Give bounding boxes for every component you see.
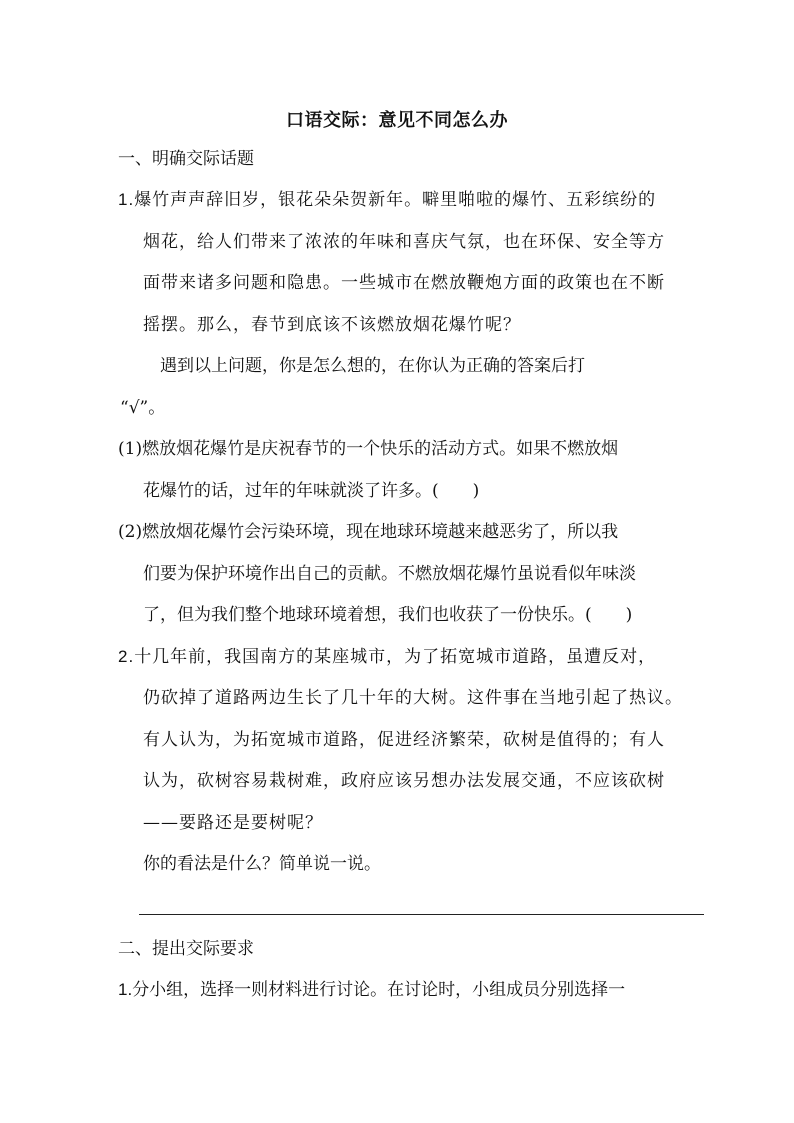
section-2-question-1-line-1 bbox=[118, 978, 625, 1002]
option-1-line-2: 花爆竹的话，过年的年味就淡了许多。( ) bbox=[143, 481, 480, 501]
question-text: 分小组，选择一则材料进行讨论。在讨论时，小组成员分别选择一 bbox=[132, 980, 626, 1000]
question-2-line-1 bbox=[118, 645, 656, 669]
option-1-line-1 bbox=[118, 437, 618, 461]
section-heading-2: 二、提出交际要求 bbox=[118, 939, 254, 959]
question-2-line-4: 认为，砍树容易栽树难，政府应该另想办法发展交通，不应该砍树 bbox=[143, 771, 665, 791]
question-1-line-1 bbox=[118, 188, 656, 212]
option-2-line-2: 们要为保护环境作出自己的贡献。不燃放烟花爆竹虽说看似年味淡 bbox=[143, 564, 636, 584]
question-text: 爆竹声声辞旧岁，银花朵朵贺新年。噼里啪啦的爆竹、五彩缤纷的 bbox=[134, 190, 657, 210]
question-2-line-3: 有人认为，为拓宽城市道路，促进经济繁荣，砍树是值得的；有人 bbox=[143, 730, 665, 750]
question-text: 十几年前，我国南方的某座城市，为了拓宽城市道路，虽遭反对， bbox=[134, 647, 657, 667]
section-heading-1: 一、明确交际话题 bbox=[118, 149, 254, 169]
option-label: (1) bbox=[118, 439, 143, 459]
page-title: 口语交际：意见不同怎么办 bbox=[286, 110, 508, 131]
question-2-line-5: ——要路还是要树呢？ bbox=[143, 813, 323, 833]
question-1-line-3: 面带来诸多问题和隐患。一些城市在燃放鞭炮方面的政策也在不断 bbox=[143, 273, 665, 293]
question-2-prompt: 你的看法是什么？简单说一说。 bbox=[143, 854, 381, 874]
question-1-line-2: 烟花，给人们带来了浓浓的年味和喜庆气氛，也在环保、安全等方 bbox=[143, 232, 665, 252]
option-text: 燃放烟花爆竹是庆祝春节的一个快乐的活动方式。如果不燃放烟 bbox=[142, 439, 619, 459]
option-label: (2) bbox=[118, 522, 143, 542]
question-number: 2. bbox=[118, 647, 135, 666]
option-2-line-1 bbox=[118, 520, 618, 544]
instruction-line-2: “√”。 bbox=[120, 398, 166, 418]
option-text: 燃放烟花爆竹会污染环境，现在地球环境越来越恶劣了，所以我 bbox=[142, 522, 619, 542]
question-number: 1. bbox=[118, 190, 135, 209]
question-1-line-4: 摇摆。那么，春节到底该不该燃放烟花爆竹呢？ bbox=[143, 315, 521, 335]
question-number: 1. bbox=[118, 980, 133, 999]
answer-line[interactable] bbox=[139, 914, 704, 915]
question-2-line-2: 仍砍掉了道路两边生长了几十年的大树。这件事在当地引起了热议。 bbox=[143, 688, 683, 708]
option-2-line-3: 了，但为我们整个地球环境着想，我们也收获了一份快乐。( ) bbox=[143, 605, 633, 625]
instruction-line-1: 遇到以上问题，你是怎么想的，在你认为正确的答案后打 bbox=[160, 356, 585, 376]
